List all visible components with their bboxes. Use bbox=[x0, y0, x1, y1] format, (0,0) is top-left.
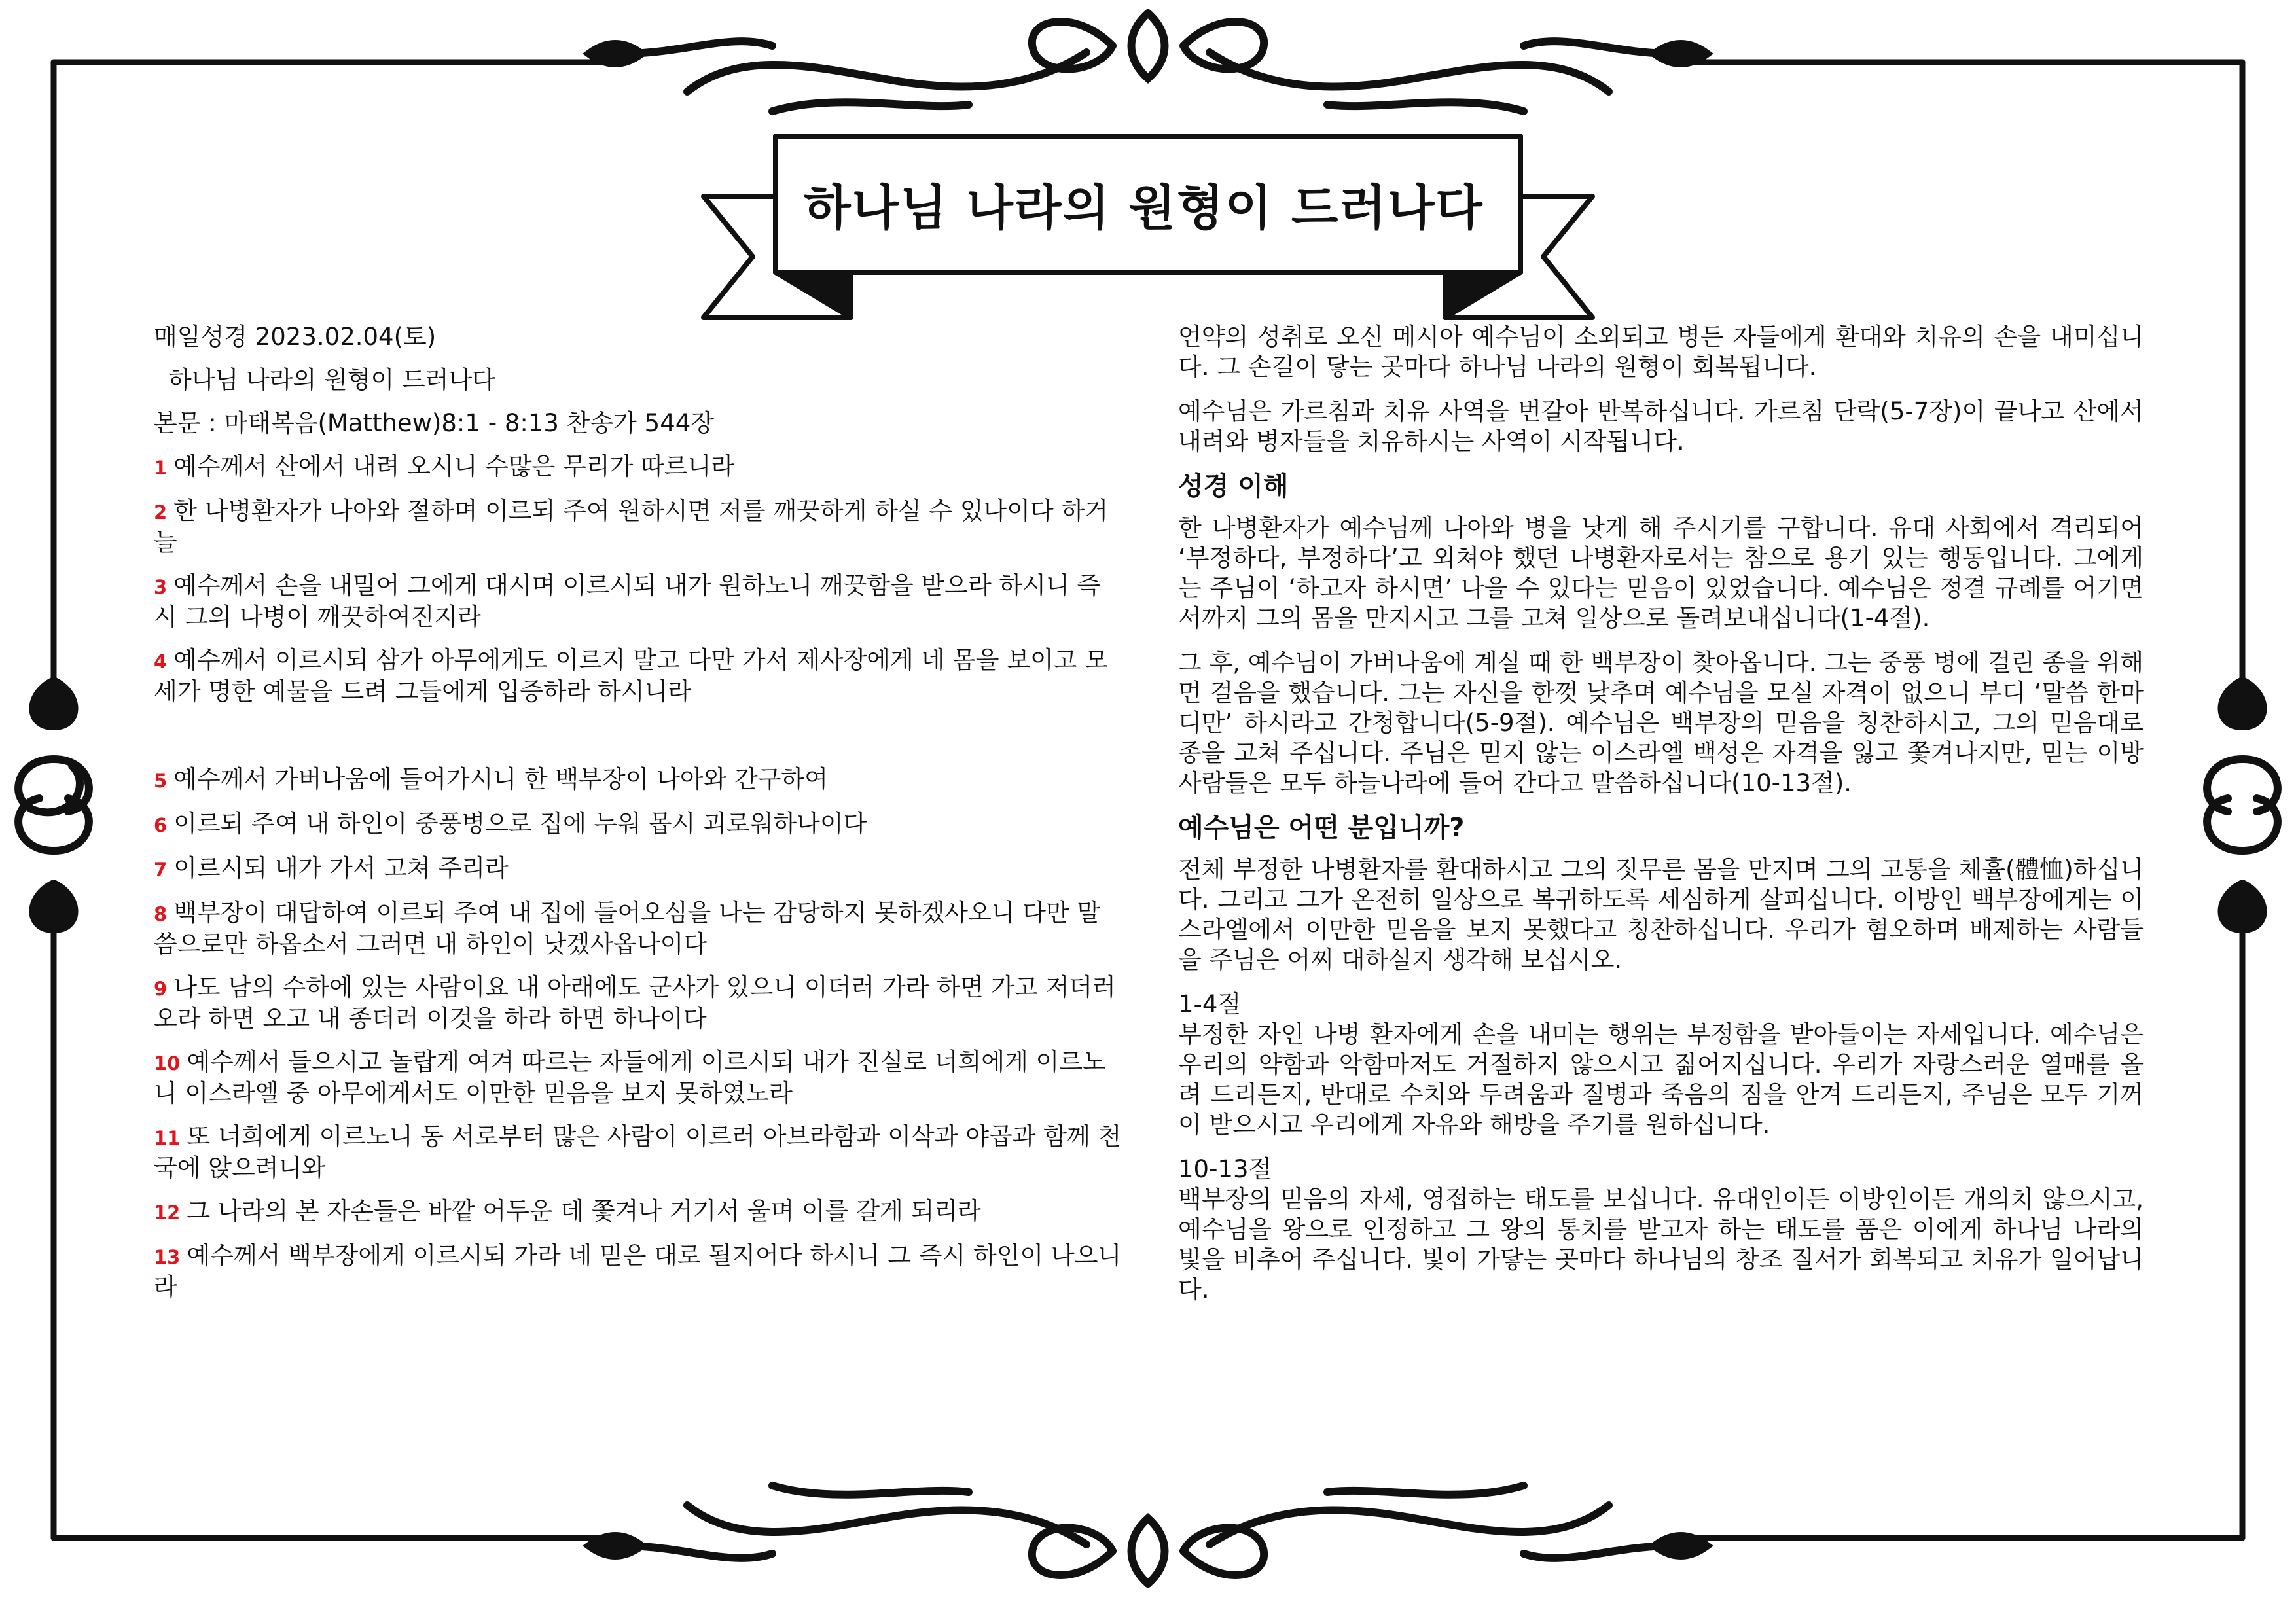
verse-text: 예수께서 산에서 내려 오시니 수많은 무리가 따르니라 bbox=[173, 452, 735, 480]
verse-text: 예수께서 이르시되 삼가 아무에게도 이르지 말고 다만 가서 제사장에게 네 몸을 보이고 모세가 명한 예물을 드려 그들에게 입증하라 하시니라 bbox=[154, 646, 1109, 705]
verse-text: 예수께서 백부장에게 이르시되 가라 네 믿은 대로 될지어다 하시니 그 즉시 하인이 나으니라 bbox=[154, 1241, 1122, 1301]
verse-number: 1 bbox=[154, 457, 168, 479]
verse-item bbox=[154, 764, 1122, 796]
verse-item bbox=[154, 853, 1122, 885]
verse-item bbox=[154, 1241, 1122, 1302]
verse-item bbox=[154, 1196, 1122, 1228]
verse-text: 예수께서 손을 내밀어 그에게 대시며 이르시되 내가 원하노니 깨끗함을 받으라 하시니 즉시 그의 나병이 깨끗하여진지라 bbox=[154, 571, 1101, 631]
section-label-1-4: 1-4절 bbox=[1178, 990, 1242, 1018]
verse-text: 그 나라의 본 자손들은 바깥 어두운 데 쫓겨나 거기서 울며 이를 갈게 되리라 bbox=[187, 1197, 981, 1225]
verse-gap bbox=[154, 720, 1122, 764]
body-paragraph-2: 그 후, 예수님이 가버나움에 계실 때 한 백부장이 찾아옵니다. 그는 중풍 병에 걸린 종을 위해 먼 걸음을 했습니다. 그는 자신을 한껏 낮추며 예수님을 모실 자격이 없으니 부디 ‘말씀 한마디만’ 하시라고 간청합니다(5-9절). 예수님은 백부장의 믿음을 칭찬하시고, 그의 믿음대로 종을 고쳐 주십니다. 주님은 믿지 않는 이스라엘 백성은 자격을 잃고 쫓겨나지만, 믿는 이방 사람들은 모두 하늘나라에 들어 간다고 말씀하십니다(10-13절). bbox=[1178, 649, 2144, 797]
section-label-10-13: 10-13절 bbox=[1178, 1155, 1272, 1183]
bottom-flourish-ornament bbox=[589, 1486, 1707, 1584]
verse-number: 9 bbox=[154, 978, 168, 1000]
verse-item bbox=[154, 645, 1122, 707]
verse-text: 이르시되 내가 가서 고쳐 주리라 bbox=[173, 854, 509, 882]
verse-number: 11 bbox=[154, 1127, 181, 1149]
verse-item bbox=[154, 452, 1122, 483]
verse-number: 4 bbox=[154, 651, 168, 673]
verse-text: 예수께서 들으시고 놀랍게 여겨 따르는 자들에게 이르시되 내가 진실로 너희에게 이르노니 이스라엘 중 아무에게서도 이만한 믿음을 보지 못하였노라 bbox=[154, 1048, 1106, 1107]
section-body-1-4: 부정한 자인 나병 환자에게 손을 내미는 행위는 부정함을 받아들이는 자세입니다. 예수님은 우리의 약함과 악함마저도 거절하지 않으시고 짊어지십니다. 우리가 자랑스러운 열매를 올려 드리든지, 반대로 수치와 두려움과 질병과 죽음의 짐을 안겨 드리든지, 주님은 모두 기꺼이 받으시고 우리에게 자유와 해방을 주기를 원하십니다. bbox=[1178, 1020, 2144, 1139]
verse-text: 한 나병환자가 나아와 절하며 이르되 주여 원하시면 저를 깨끗하게 하실 수 있나이다 하거늘 bbox=[154, 497, 1109, 556]
body-paragraph-3: 전체 부정한 나병환자를 환대하시고 그의 짓무른 몸을 만지며 그의 고통을 체휼(體恤)하십니다. 그리고 그가 온전히 일상으로 복귀하도록 세심하게 살피십니다. 이방인 백부장에게는 이스라엘에서 이만한 믿음을 보지 못했다고 칭찬하십니다. 우리가 혐오하며 배제하는 사람들을 주님은 어찌 대하실지 생각해 보십시오. bbox=[1178, 855, 2144, 974]
verse-item bbox=[154, 898, 1122, 959]
section-body-10-13: 백부장의 믿음의 자세, 영접하는 태도를 보십니다. 유대인이든 이방인이든 개의치 않으시고, 예수님을 왕으로 인정하고 그 왕의 통치를 받고자 하는 태도를 품은 이에게 하나님 나라의 빛을 비추어 주십니다. 빛이 가닿는 곳마다 하나님의 창조 질서가 회복되고 치유가 일어납니다. bbox=[1178, 1185, 2144, 1304]
verse-number: 10 bbox=[154, 1052, 181, 1075]
right-side-ornament bbox=[2207, 681, 2278, 929]
verse-text: 또 너희에게 이르노니 동 서로부터 많은 사람이 이르러 아브라함과 이삭과 야곱과 함께 천국에 앉으려니와 bbox=[154, 1122, 1122, 1182]
verse-number: 7 bbox=[154, 859, 168, 881]
verse-number: 5 bbox=[154, 770, 168, 792]
left-side-ornament bbox=[18, 681, 89, 929]
verse-item bbox=[154, 496, 1122, 558]
intro-paragraph-1: 언약의 성취로 오신 메시아 예수님이 소외되고 병든 자들에게 환대와 치유의 손을 내미십니다. 그 손길이 닿는 곳마다 하나님 나라의 원형이 회복됩니다. bbox=[1178, 323, 2144, 381]
verse-item bbox=[154, 972, 1122, 1034]
verse-number: 13 bbox=[154, 1246, 181, 1268]
verse-item bbox=[154, 809, 1122, 840]
scripture-column bbox=[154, 322, 1122, 1315]
body-paragraph-1: 한 나병환자가 예수님께 나아와 병을 낫게 해 주시기를 구합니다. 유대 사회에서 격리되어 ‘부정하다, 부정하다’고 외쳐야 했던 나병환자로서는 참으로 용기 있는 행동입니다. 그에게는 주님이 ‘하고자 하시면’ 나을 수 있다는 믿음이 있었습니다. 예수님은 정결 규례를 어기면서까지 그의 몸을 만지시고 그를 고쳐 일상으로 돌려보내십니다(1-4절). bbox=[1178, 514, 2144, 632]
verse-number: 12 bbox=[154, 1202, 181, 1224]
verse-item bbox=[154, 1047, 1122, 1109]
verse-number: 8 bbox=[154, 903, 168, 925]
date-line: 매일성경 2023.02.04(토) bbox=[154, 323, 437, 351]
verse-list bbox=[154, 452, 1122, 1302]
verse-item bbox=[154, 1122, 1122, 1183]
page-title: 하나님 나라의 원형이 드러나다 bbox=[804, 180, 1484, 236]
verse-text: 나도 남의 수하에 있는 사람이요 내 아래에도 군사가 있으니 이더러 가라 하면 가고 저더러 오라 하면 오고 내 종더러 이것을 하라 하면 하나이다 bbox=[154, 973, 1116, 1033]
verse-text: 이르되 주여 내 하인이 중풍병으로 집에 누워 몹시 괴로워하나이다 bbox=[173, 810, 867, 838]
verse-text: 예수께서 가버나움에 들어가시니 한 백부장이 나아와 간구하여 bbox=[173, 765, 829, 793]
verse-number: 2 bbox=[154, 501, 168, 524]
top-flourish-ornament bbox=[589, 13, 1707, 111]
intro-paragraph-2: 예수님은 가르침과 치유 사역을 번갈아 반복하십니다. 가르침 단락(5-7장)이 끝나고 산에서 내려와 병자들을 치유하시는 사역이 시작됩니다. bbox=[1178, 397, 2144, 455]
heading-who-is-jesus: 예수님은 어떤 분입니까? bbox=[1178, 813, 1465, 843]
subtitle: 하나님 나라의 원형이 드러나다 bbox=[168, 366, 495, 394]
commentary-column bbox=[1178, 322, 2144, 1319]
verse-text: 백부장이 대답하여 이르되 주여 내 집에 들어오심을 나는 감당하지 못하겠사오니 다만 말씀으로만 하옵소서 그러면 내 하인이 낫겠사옵나이다 bbox=[154, 899, 1101, 958]
verse-number: 3 bbox=[154, 576, 168, 598]
passage-line: 본문 : 마태복음(Matthew)8:1 - 8:13 찬송가 544장 bbox=[154, 409, 715, 437]
heading-bible-understanding: 성경 이해 bbox=[1178, 471, 1289, 501]
verse-item bbox=[154, 571, 1122, 632]
verse-number: 6 bbox=[154, 814, 168, 836]
